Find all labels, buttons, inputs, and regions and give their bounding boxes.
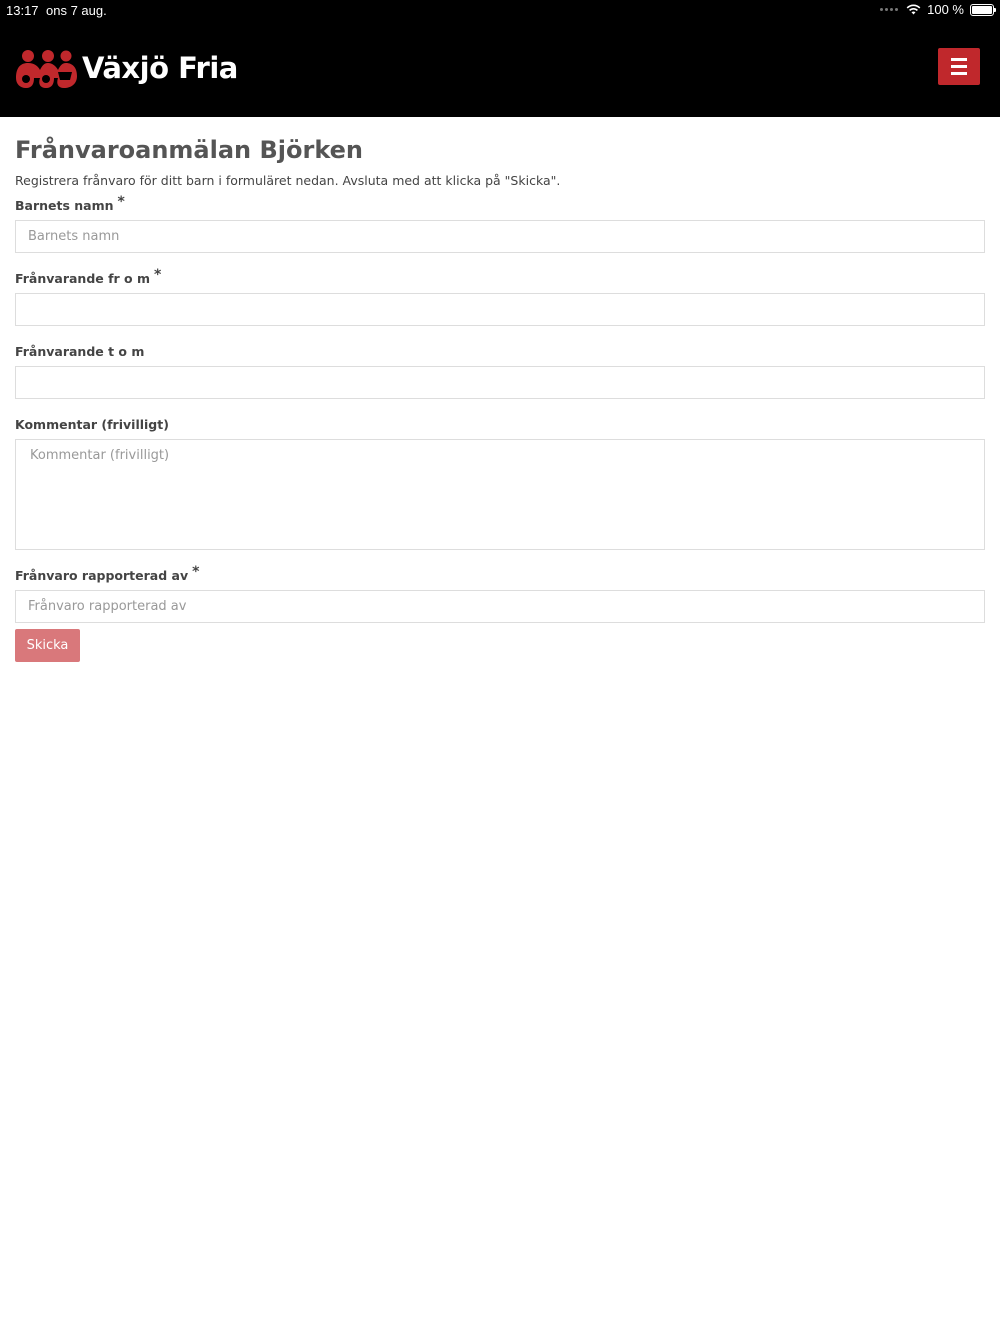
- form-intro: Registrera frånvaro för ditt barn i formuläret nedan. Avsluta med att klicka på "Skicka".: [15, 173, 561, 188]
- status-date: ons 7 aug.: [46, 3, 107, 18]
- reported-by-input[interactable]: Frånvaro rapporterad av: [15, 590, 985, 623]
- wifi-icon: [906, 4, 921, 15]
- brand-name: Växjö Fria: [82, 51, 238, 85]
- reported-by-field: [15, 566, 985, 623]
- reported-by-label: Frånvaro rapporterad av: [15, 568, 189, 583]
- top-bar: [0, 0, 1000, 117]
- absent-from-input[interactable]: [15, 293, 985, 326]
- status-indicators: [880, 2, 994, 17]
- battery-icon: [970, 4, 994, 16]
- battery-percent: 100 %: [927, 2, 964, 17]
- status-time: 13:17: [6, 3, 39, 18]
- comment-textarea[interactable]: Kommentar (frivilligt): [15, 439, 985, 550]
- comment-label: Kommentar (frivilligt): [15, 417, 169, 432]
- required-marker: *: [192, 564, 200, 580]
- brand-logo[interactable]: [14, 46, 238, 90]
- submit-button[interactable]: Skicka: [15, 629, 80, 662]
- absent-to-field: [15, 342, 985, 399]
- child-name-label: Barnets namn: [15, 198, 114, 213]
- comment-field: [15, 415, 985, 550]
- child-name-field: [15, 196, 985, 253]
- child-name-input[interactable]: Barnets namn: [15, 220, 985, 253]
- signal-icon: [880, 8, 898, 11]
- absent-from-field: [15, 269, 985, 326]
- absent-to-input[interactable]: [15, 366, 985, 399]
- required-marker: *: [154, 267, 162, 283]
- hamburger-menu-icon: [951, 58, 967, 61]
- menu-button[interactable]: [938, 48, 980, 85]
- absent-to-label: Frånvarande t o m: [15, 344, 145, 359]
- required-marker: *: [117, 194, 125, 210]
- logo-icon: [14, 46, 78, 90]
- absence-form: [15, 130, 985, 623]
- page-title: Frånvaroanmälan Björken: [15, 136, 364, 164]
- absent-from-label: Frånvarande fr o m: [15, 271, 151, 286]
